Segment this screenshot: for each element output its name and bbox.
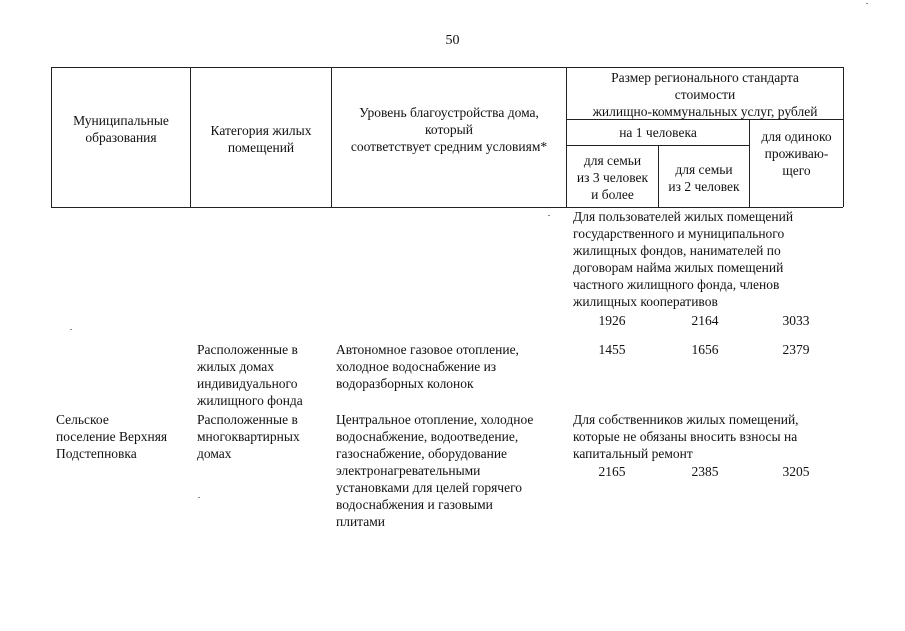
value-family2: 2385 (691, 464, 719, 479)
page-number: 50 (445, 33, 460, 48)
header-municipality: Муниципальные образования (73, 113, 169, 145)
scan-speck (548, 215, 550, 216)
row-3-level: Центральное отопление, холодное водоснабжение, водоотведение, газоснабжение, оборудование электронагревательными установками для целей горячего водоснабжения и газовыми плитами (336, 412, 534, 529)
value-single: 3033 (782, 313, 810, 328)
value-family3: 1455 (598, 342, 626, 357)
header-single-living: для одиноко проживаю- щего (761, 129, 832, 178)
value-family2: 2164 (691, 313, 719, 328)
header-family-2: для семьи из 2 человек (668, 162, 740, 194)
header-standard: Размер регионального стандарта стоимости жилищно-коммунальных услуг, рублей (592, 70, 818, 119)
scan-speck (866, 3, 868, 4)
municipality-name: Сельское поселение Верхняя Подстепновка (56, 412, 168, 461)
value-family3: 2165 (598, 464, 626, 479)
header-category: Категория жилых помещений (210, 123, 312, 155)
row-2-level: Автономное газовое отопление, холодное водоснабжение из водоразборных колонок (336, 342, 519, 391)
section-users-heading: Для пользователей жилых помещений государственного и муниципального жилищных фондов, нанимателей по договорам найма жилых помещений частного жилищного фонда, членов жилищных кооперативов (573, 209, 794, 309)
scan-speck (70, 329, 72, 330)
header-family-3: для семьи из 3 человек и более (576, 153, 649, 202)
row-2-category: Расположенные в жилых домах индивидуального жилищного фонда (197, 342, 303, 408)
value-single: 2379 (782, 342, 810, 357)
value-family3: 1926 (598, 313, 626, 328)
scan-speck (198, 497, 200, 498)
header-level: Уровень благоустройства дома, который соответствует средним условиям* (350, 105, 548, 154)
section-owners-heading: Для собственников жилых помещений, которые не обязаны вносить взносы на капитальный ремонт (573, 412, 799, 461)
value-single: 3205 (782, 464, 810, 479)
row-3-category: Расположенные в многоквартирных домах (197, 412, 300, 461)
header-per-person: на 1 человека (619, 125, 697, 140)
value-family2: 1656 (691, 342, 719, 357)
